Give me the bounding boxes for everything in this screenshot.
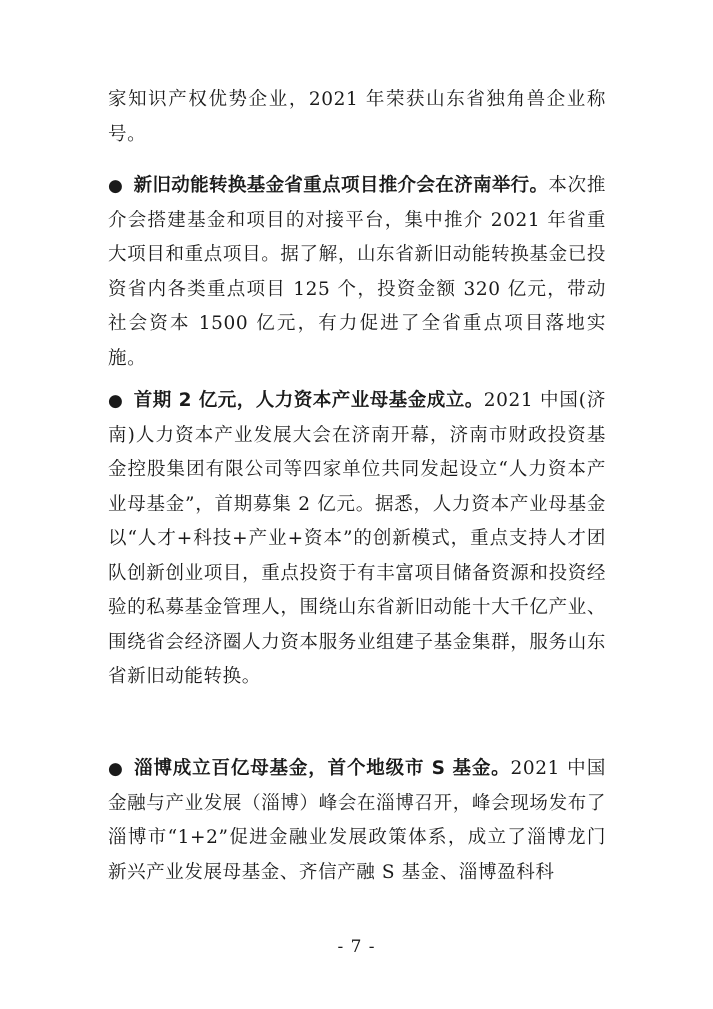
news-item-zibo-fund [108,752,606,890]
news-item-body: 2021 中国(济南)人力资本产业发展大会在济南开幕，济南市财政投资基金控股集团有限公司等四家单位共同发起设立“人力资本产业母基金”，首期募集 2 亿元。据悉，人力资本产业母基金以“人才+科技+产业+资本”的创新模式，重点支持人才团队创新创业项目，重点投资于有丰富项目储备资源和投资经验的私募基金管理人，围绕山东省新旧动能十大千亿产业、围绕省会经济圈人力资本服务业组建子基金集群，服务山东省新旧动能转换。 [108,390,606,687]
news-item-headline: 首期 2 亿元，人力资本产业母基金成立。 [133,390,484,411]
bullet-icon: ● [108,176,124,196]
bullet-icon: ● [108,391,124,411]
bullet-icon: ● [108,759,125,779]
news-item-body: 本次推介会搭建基金和项目的对接平台，集中推介 2021 年省重大项目和重点项目。据了解，山东省新旧动能转换基金已投资省内各类重点项目 125 个，投资金额 320 亿元，带动社会资本 1500 亿元，有力促进了全省重点项目落地实施。 [108,175,606,369]
news-item-human-capital-fund [108,384,606,695]
news-item-fund-promotion [108,169,606,376]
page-number: - 7 - [337,937,376,957]
news-item-headline: 新旧动能转换基金省重点项目推介会在济南举行。 [133,175,549,196]
paragraph-text: 家知识产权优势企业，2021 年荣获山东省独角兽企业称号。 [108,89,606,145]
news-item-body: 2021 中国金融与产业发展（淄博）峰会在淄博召开，峰会现场发布了淄博市“1+2”促进金融业发展政策体系，成立了淄博龙门新兴产业发展母基金、齐信产融 S 基金、淄博盈科科 [108,758,606,883]
paragraph-continued [108,83,606,152]
news-item-headline: 淄博成立百亿母基金，首个地级市 S 基金。 [134,758,511,779]
